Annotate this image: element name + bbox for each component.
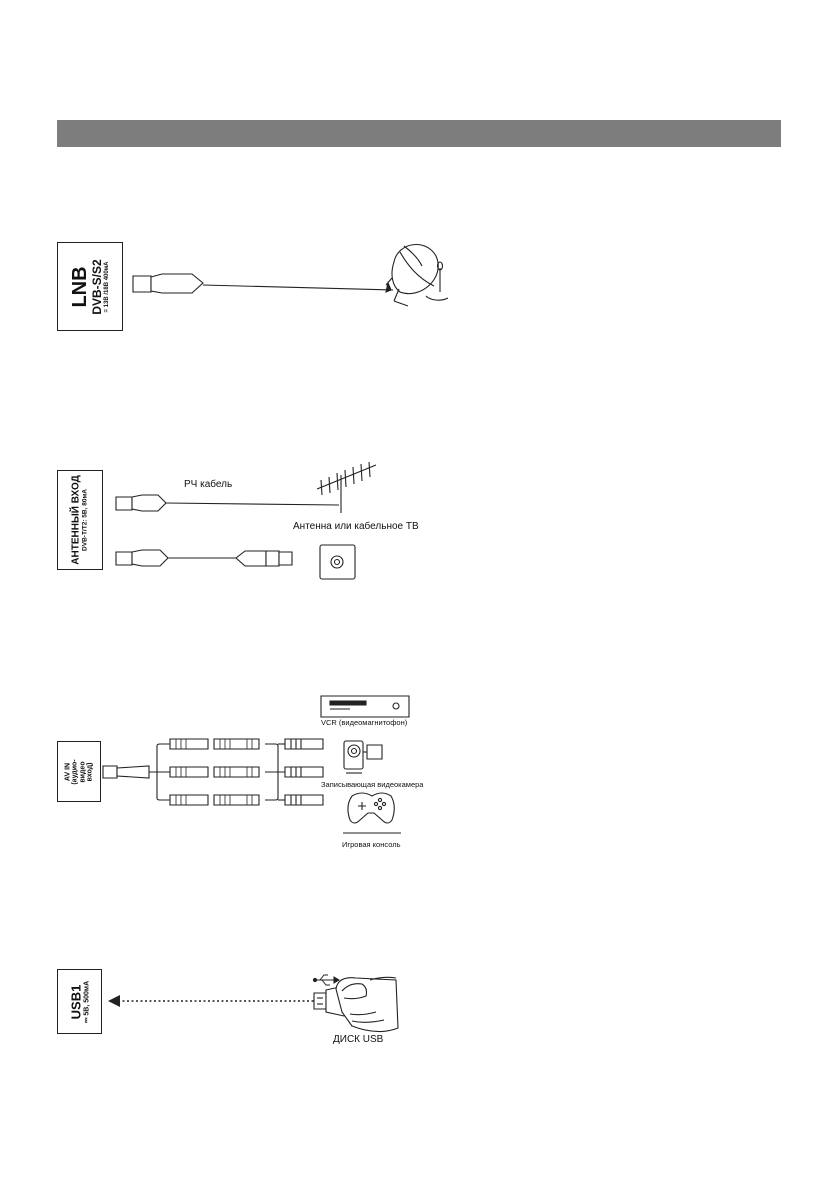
av-input-plug-icon (103, 766, 149, 778)
usb-port-power: 5В, 500мА (82, 980, 90, 1016)
lnb-port-title: LNB (69, 265, 92, 308)
usb-device-label: ДИСК USB (333, 1034, 384, 1045)
rca-connectors-right (285, 739, 323, 805)
av-port-line: (аудио- (71, 758, 79, 785)
av-port-line: AV IN (64, 762, 72, 781)
game-controller-icon (343, 793, 401, 833)
video-camera-icon (344, 741, 382, 773)
antenna-port-power: 5В, 80мА (80, 489, 88, 518)
rf-cable-label: РЧ кабель (184, 479, 233, 490)
vcr-icon (321, 696, 409, 717)
satellite-dish-icon (386, 245, 448, 306)
lnb-cable (203, 285, 393, 290)
av-port-line: вход) (86, 762, 94, 781)
game-console-label: Игровая консоль (342, 840, 401, 849)
lnb-port-subtitle: DVB-S/S2 (90, 258, 105, 315)
video-camera-label: Записывающая видеокамера (321, 780, 424, 789)
power-symbol: = (103, 308, 110, 312)
lnb-port-power: 13В /18В 400мА (103, 261, 110, 307)
vcr-label: VCR (видеомагнитофон) (321, 718, 408, 727)
hand-icon (336, 977, 398, 1031)
antenna-device-label: Антенна или кабельное ТВ (293, 521, 419, 532)
usb-symbol-icon (313, 975, 339, 985)
coax-cable-icon (116, 550, 292, 566)
antenna-port-subtitle: DVB-T/T2: (80, 519, 88, 551)
av-port-line: видео (79, 760, 86, 783)
usb-port-title: USB1 (68, 984, 84, 1019)
rf-cable (166, 503, 339, 505)
wall-socket-icon (320, 545, 355, 579)
antenna-connector-icon (116, 495, 166, 511)
usb-port-label: USB1 ⎓ 5В, 500мА (57, 969, 102, 1034)
lnb-connector-icon (133, 274, 203, 293)
antenna-port-title: АНТЕННЫЙ ВХОД (70, 475, 82, 565)
usb-arrow-icon (108, 995, 314, 1007)
rca-connectors-left (170, 739, 259, 805)
